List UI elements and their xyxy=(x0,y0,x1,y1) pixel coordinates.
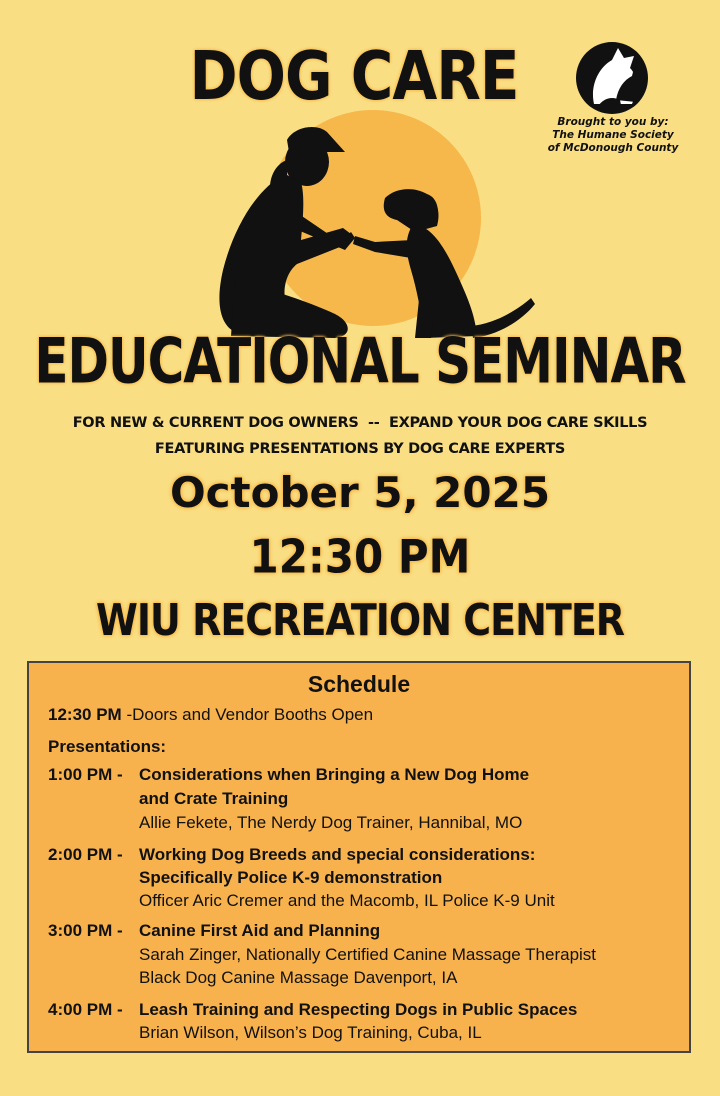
event-time: 12:30 PM xyxy=(249,529,471,584)
presentations-label: Presentations: xyxy=(48,737,167,756)
item-3-speaker-1: Sarah Zinger, Nationally Certified Canine Massage Therapist xyxy=(139,945,597,964)
item-2-time: 2:00 PM - xyxy=(48,845,123,864)
item-4-speaker: Brian Wilson, Wilson’s Dog Training, Cuba, IL xyxy=(139,1023,482,1042)
sponsor-credit xyxy=(528,116,698,155)
item-2-title-1: Working Dog Breeds and special considerations: xyxy=(139,845,536,864)
item-1-title-1: Considerations when Bringing a New Dog Home xyxy=(139,765,530,784)
item-2-title-2: Specifically Police K-9 demonstration xyxy=(139,868,443,887)
item-3-title-1: Canine First Aid and Planning xyxy=(139,921,381,940)
event-venue: WIU RECREATION CENTER xyxy=(95,594,625,646)
schedule-title: Schedule xyxy=(307,671,411,697)
doors-text: -Doors and Vendor Booths Open xyxy=(126,705,374,724)
sponsor-line-3: of McDonough County xyxy=(547,142,679,154)
item-1-title-2: and Crate Training xyxy=(139,789,289,808)
subheading-2: FEATURING PRESENTATIONS BY DOG CARE EXPERTS xyxy=(154,441,566,457)
title-dog-care: DOG CARE xyxy=(189,36,519,116)
subheading-1: FOR NEW & CURRENT DOG OWNERS -- EXPAND YOUR DOG CARE SKILLS xyxy=(72,415,648,431)
doors-row xyxy=(48,705,373,725)
dog-cat-silhouette-icon xyxy=(572,40,654,116)
event-date: October 5, 2025 xyxy=(169,468,551,517)
sponsor-line-1: Brought to you by: xyxy=(557,116,669,128)
item-4-title-1: Leash Training and Respecting Dogs in Public Spaces xyxy=(139,1000,578,1019)
item-1-speaker: Allie Fekete, The Nerdy Dog Trainer, Hannibal, MO xyxy=(139,813,523,832)
sponsor-line-2: The Humane Society xyxy=(552,129,674,141)
item-2-speaker: Officer Aric Cremer and the Macomb, IL Police K-9 Unit xyxy=(139,891,555,910)
schedule-box xyxy=(27,661,691,1053)
title-educational-seminar: EDUCATIONAL SEMINAR xyxy=(34,324,686,398)
item-4-time: 4:00 PM - xyxy=(48,1000,123,1019)
doors-time: 12:30 PM xyxy=(48,705,122,724)
item-1-time: 1:00 PM - xyxy=(48,765,123,784)
hero-illustration xyxy=(175,100,555,350)
item-3-time: 3:00 PM - xyxy=(48,921,123,940)
item-3-speaker-2: Black Dog Canine Massage Davenport, IA xyxy=(139,968,458,987)
